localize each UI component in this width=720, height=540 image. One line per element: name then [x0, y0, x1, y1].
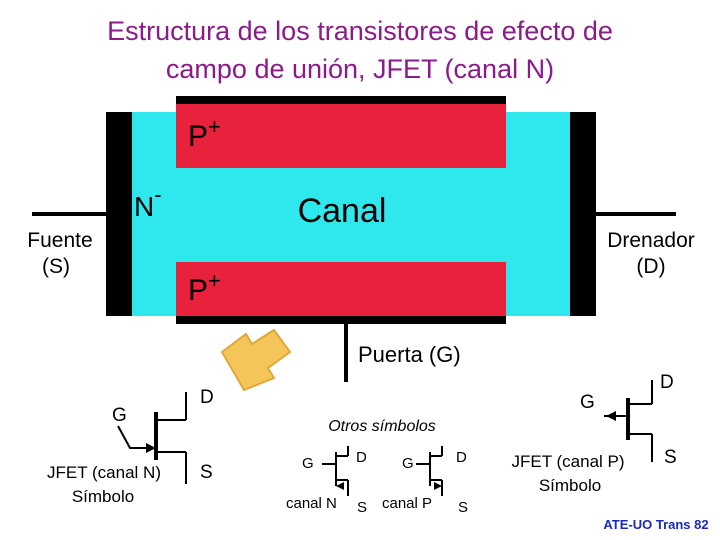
source-label-line-2: (S)	[42, 255, 70, 278]
title-line-2: campo de unión, JFET (canal N)	[165, 54, 555, 84]
drain-label-line-2: (D)	[636, 255, 666, 278]
p-symbol-d-label: D	[660, 372, 674, 393]
n-symbol-caption-line-2: Símbolo	[71, 487, 135, 506]
top-gate-contact	[176, 96, 506, 104]
p-symbol-caption-line-1: JFET (canal P)	[511, 452, 625, 471]
p-bottom-label: P+	[188, 268, 221, 307]
other-symbols	[286, 418, 468, 516]
other-p-caption: canal P	[382, 495, 433, 512]
other-symbols-heading: Otros símbolos	[328, 418, 436, 435]
other-n-arrow-icon	[336, 482, 344, 490]
jfet-structure	[27, 96, 694, 382]
n-symbol-gate-lead	[118, 426, 156, 448]
title-line-1: Estructura de los transistores de efecto de	[107, 16, 613, 46]
footer-label: ATE-UO Trans 82	[603, 517, 709, 532]
jfet-p-symbol	[511, 372, 676, 495]
source-contact	[106, 112, 132, 316]
other-n-s-label: S	[357, 499, 368, 516]
n-region-label: N-	[134, 182, 162, 222]
n-symbol-s-label: S	[200, 462, 213, 483]
bottom-gate-contact	[176, 316, 506, 324]
gate-label: Puerta (G)	[358, 342, 461, 367]
other-p-arrow-icon	[434, 482, 442, 490]
highlight-arrow-icon	[222, 330, 290, 390]
other-n-d-label: D	[356, 449, 367, 466]
n-symbol-d-label: D	[200, 387, 214, 408]
n-symbol-g-label: G	[112, 405, 127, 426]
drain-contact	[570, 112, 596, 316]
source-label-line-1: Fuente	[27, 229, 93, 252]
p-symbol-g-label: G	[580, 392, 595, 413]
p-symbol-s-label: S	[664, 447, 677, 468]
p-top-label: P+	[188, 114, 221, 153]
other-p-s-label: S	[458, 499, 469, 516]
other-p-d-label: D	[456, 449, 467, 466]
channel-label: Canal	[297, 192, 387, 230]
drain-label-line-1: Drenador	[607, 229, 695, 252]
p-symbol-gate-arrow-icon	[606, 411, 616, 421]
p-region-bottom	[176, 262, 506, 320]
other-n-caption: canal N	[286, 495, 337, 512]
p-symbol-caption-line-2: Símbolo	[538, 476, 602, 495]
other-n-g-label: G	[302, 455, 314, 472]
other-p-g-label: G	[402, 455, 414, 472]
jfet-n-symbol	[47, 387, 214, 506]
n-symbol-caption-line-1: JFET (canal N)	[47, 463, 161, 482]
p-region-top	[176, 96, 506, 168]
